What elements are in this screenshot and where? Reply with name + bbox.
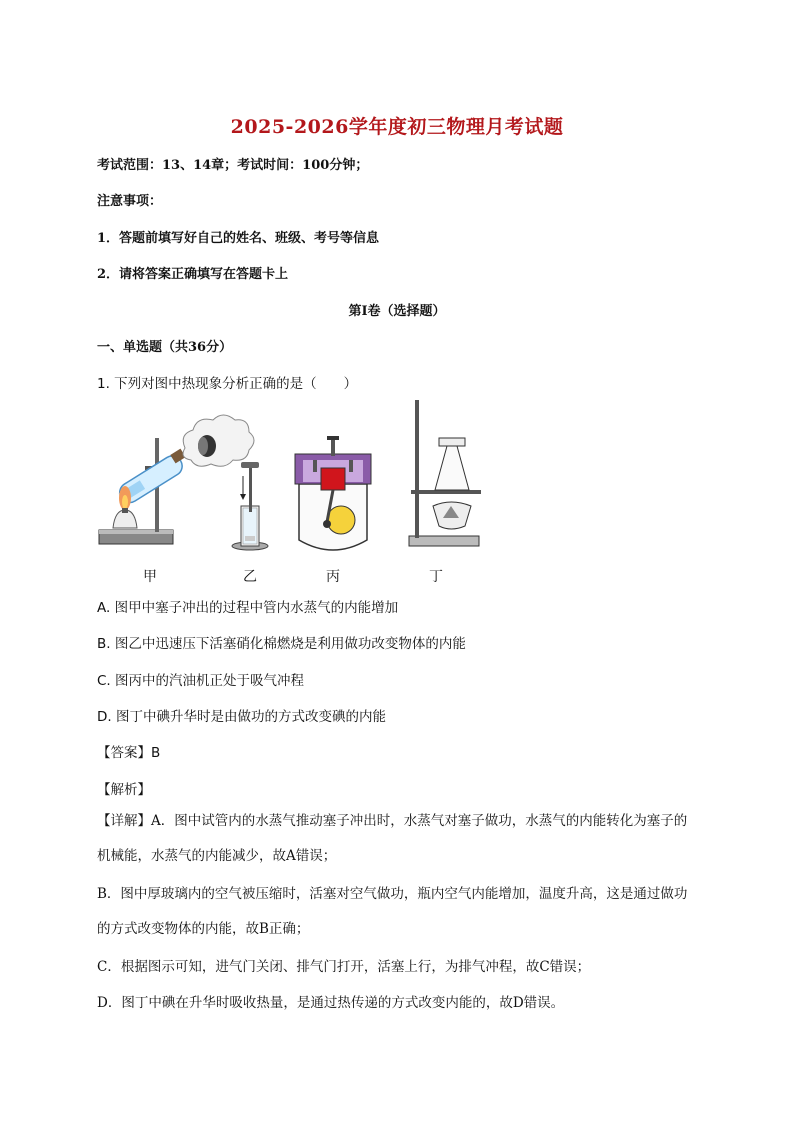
analysis-d: D．图丁中碘在升华时吸收热量，是通过热传递的方式改变内能的，故D错误。 — [97, 995, 565, 1011]
notice-item-1: 1．答题前填写好自己的姓名、班级、考号等信息 — [97, 231, 380, 246]
answer: 【答案】B — [97, 745, 161, 761]
notice-item-2: 2．请将答案正确填写在答题卡上 — [97, 267, 289, 282]
figure-bing-apparatus — [295, 436, 371, 550]
notice-heading: 注意事项： — [97, 194, 163, 209]
figure-label-bing: 丙 — [326, 569, 340, 585]
exam-info: 考试范围：13、14章；考试时间：100分钟； — [97, 158, 369, 173]
analysis-b: B．图中厚玻璃内的空气被压缩时，活塞对空气做功，瓶内空气内能增加，温度升高，这是通过做功的方式改变物体的内能，故B正确； — [97, 886, 688, 937]
figure-label-ding: 丁 — [429, 569, 443, 585]
option-d: D. 图丁中碘升华时是由做功的方式改变碘的内能 — [97, 709, 386, 725]
option-c: C. 图丙中的汽油机正处于吸气冲程 — [97, 673, 305, 689]
section-title: 一、单选题（共36分） — [97, 340, 233, 355]
analysis-heading: 【解析】 — [97, 782, 151, 798]
figure-jia-apparatus — [99, 415, 254, 544]
analysis-c: C．根据图示可知，进气门关闭、排气门打开，活塞上行，为排气冲程，故C错误； — [97, 959, 591, 975]
figure-label-jia: 甲 — [143, 569, 157, 585]
figure-yi-apparatus — [232, 462, 268, 550]
part-title: 第I卷（选择题） — [348, 304, 446, 319]
analysis-a: 【详解】A．图中试管内的水蒸气推动塞子冲出时，水蒸气对塞子做功，水蒸气的内能转化为塞子的机械能，水蒸气的内能减少，故A错误； — [97, 813, 688, 864]
figure-label-yi: 乙 — [243, 569, 257, 585]
figure-ding-apparatus — [409, 400, 481, 546]
question-figure — [95, 398, 495, 556]
exam-title: 2025-2026学年度初三物理月考试题 — [230, 116, 564, 138]
question-stem: 1. 下列对图中热现象分析正确的是（ ） — [97, 376, 358, 392]
option-b: B. 图乙中迅速压下活塞硝化棉燃烧是利用做功改变物体的内能 — [97, 636, 466, 652]
option-a: A. 图甲中塞子冲出的过程中管内水蒸气的内能增加 — [97, 600, 399, 616]
